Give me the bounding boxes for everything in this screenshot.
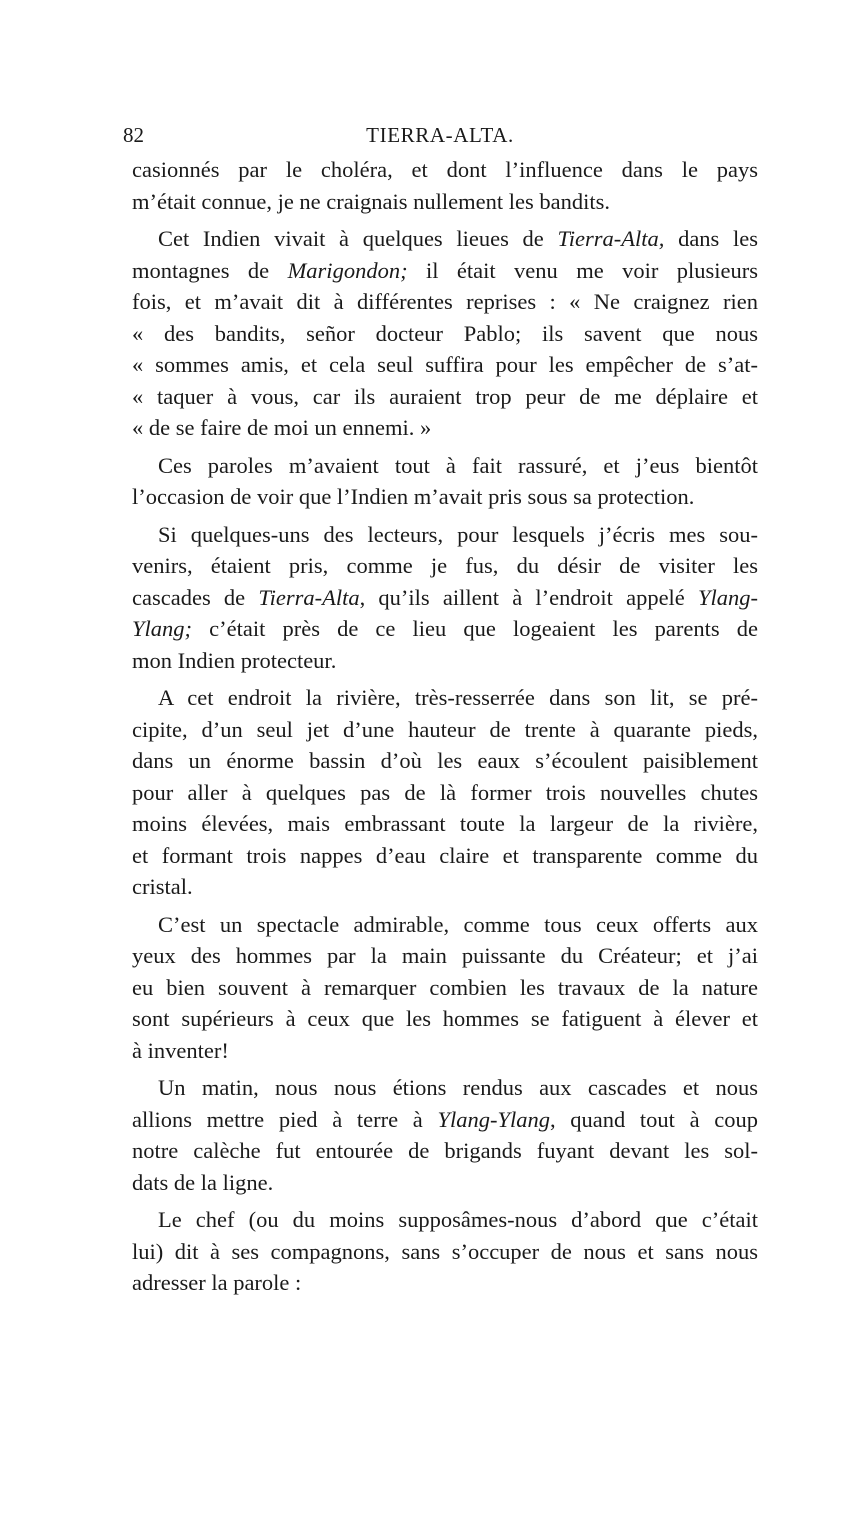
- text-line: Si quelques-uns des lecteurs, pour lesquels j’écris mes sou-: [158, 521, 758, 547]
- text-line: dans un énorme bassin d’où les eaux s’écoulent paisiblement: [132, 748, 758, 773]
- text-line: et formant trois nappes d’eau claire et transparente comme du: [132, 842, 758, 868]
- text-line: Un matin, nous nous étions rendus aux cascades et nous: [158, 1075, 758, 1100]
- text-line: « des bandits, señor docteur Pablo; ils savent que nous: [132, 320, 758, 346]
- text-line: venirs, étaient pris, comme je fus, du désir de visiter les: [132, 553, 758, 578]
- text-line: moins élevées, mais embrassant toute la largeur de la rivière,: [132, 811, 758, 836]
- text-line: yeux des hommes par la main puissante du Créateur; et j’ai: [132, 943, 758, 968]
- text-line: notre calèche fut entourée de brigands fuyant devant les sol-: [132, 1138, 758, 1163]
- text-line: Cet Indien vivait à quelques lieues de Tierra-Alta, dans les: [158, 226, 758, 251]
- text-line: Ylang; c’était près de ce lieu que logeaient les parents de: [132, 616, 758, 641]
- text-line: cristal.: [132, 874, 193, 899]
- page-header: [123, 121, 757, 149]
- text-line: allions mettre pied à terre à Ylang-Ylang, quand tout à coup: [132, 1106, 758, 1132]
- text-line: Ces paroles m’avaient tout à fait rassuré, et j’eus bientôt: [158, 452, 758, 478]
- text-line: m’était connue, je ne craignais nullement les bandits.: [132, 188, 610, 214]
- text-line: sont supérieurs à ceux que les hommes se fatiguent à élever et: [132, 1006, 758, 1031]
- text-line: « taquer à vous, car ils auraient trop peur de me déplaire et: [132, 383, 758, 409]
- text-line: cipite, d’un seul jet d’une hauteur de trente à quarante pieds,: [132, 716, 758, 742]
- text-line: dats de la ligne.: [132, 1169, 274, 1195]
- text-line: adresser la parole :: [132, 1270, 302, 1295]
- text-line: Le chef (ou du moins supposâmes-nous d’abord que c’était: [158, 1207, 758, 1232]
- text-line: C’est un spectacle admirable, comme tous ceux offerts aux: [158, 911, 758, 937]
- text-line: lui) dit à ses compagnons, sans s’occuper de nous et sans nous: [132, 1238, 758, 1264]
- text-line: « sommes amis, et cela seul suffira pour les empêcher de s’at-: [132, 352, 758, 377]
- running-title: TIERRA-ALTA.: [366, 123, 514, 147]
- text-line: à inventer!: [132, 1037, 229, 1063]
- text-line: montagnes de Marigondon; il était venu me voir plusieurs: [132, 257, 758, 283]
- text-line: A cet endroit la rivière, très-resserrée dans son lit, se pré-: [158, 685, 758, 710]
- body-text: [132, 154, 758, 1299]
- text-line: l’occasion de voir que l’Indien m’avait pris sous sa protection.: [132, 484, 695, 509]
- page-number: 82: [123, 123, 144, 147]
- text-line: mon Indien protecteur.: [132, 647, 337, 673]
- text-line: pour aller à quelques pas de là former trois nouvelles chutes: [132, 779, 758, 805]
- text-line: fois, et m’avait dit à différentes reprises : « Ne craignez rien: [132, 289, 758, 314]
- text-line: « de se faire de moi un ennemi. »: [132, 415, 432, 440]
- text-line: casionnés par le choléra, et dont l’influence dans le pays: [132, 157, 758, 182]
- text-line: eu bien souvent à remarquer combien les travaux de la nature: [132, 974, 758, 1000]
- text-line: cascades de Tierra-Alta, qu’ils aillent à l’endroit appelé Ylang-: [132, 584, 758, 610]
